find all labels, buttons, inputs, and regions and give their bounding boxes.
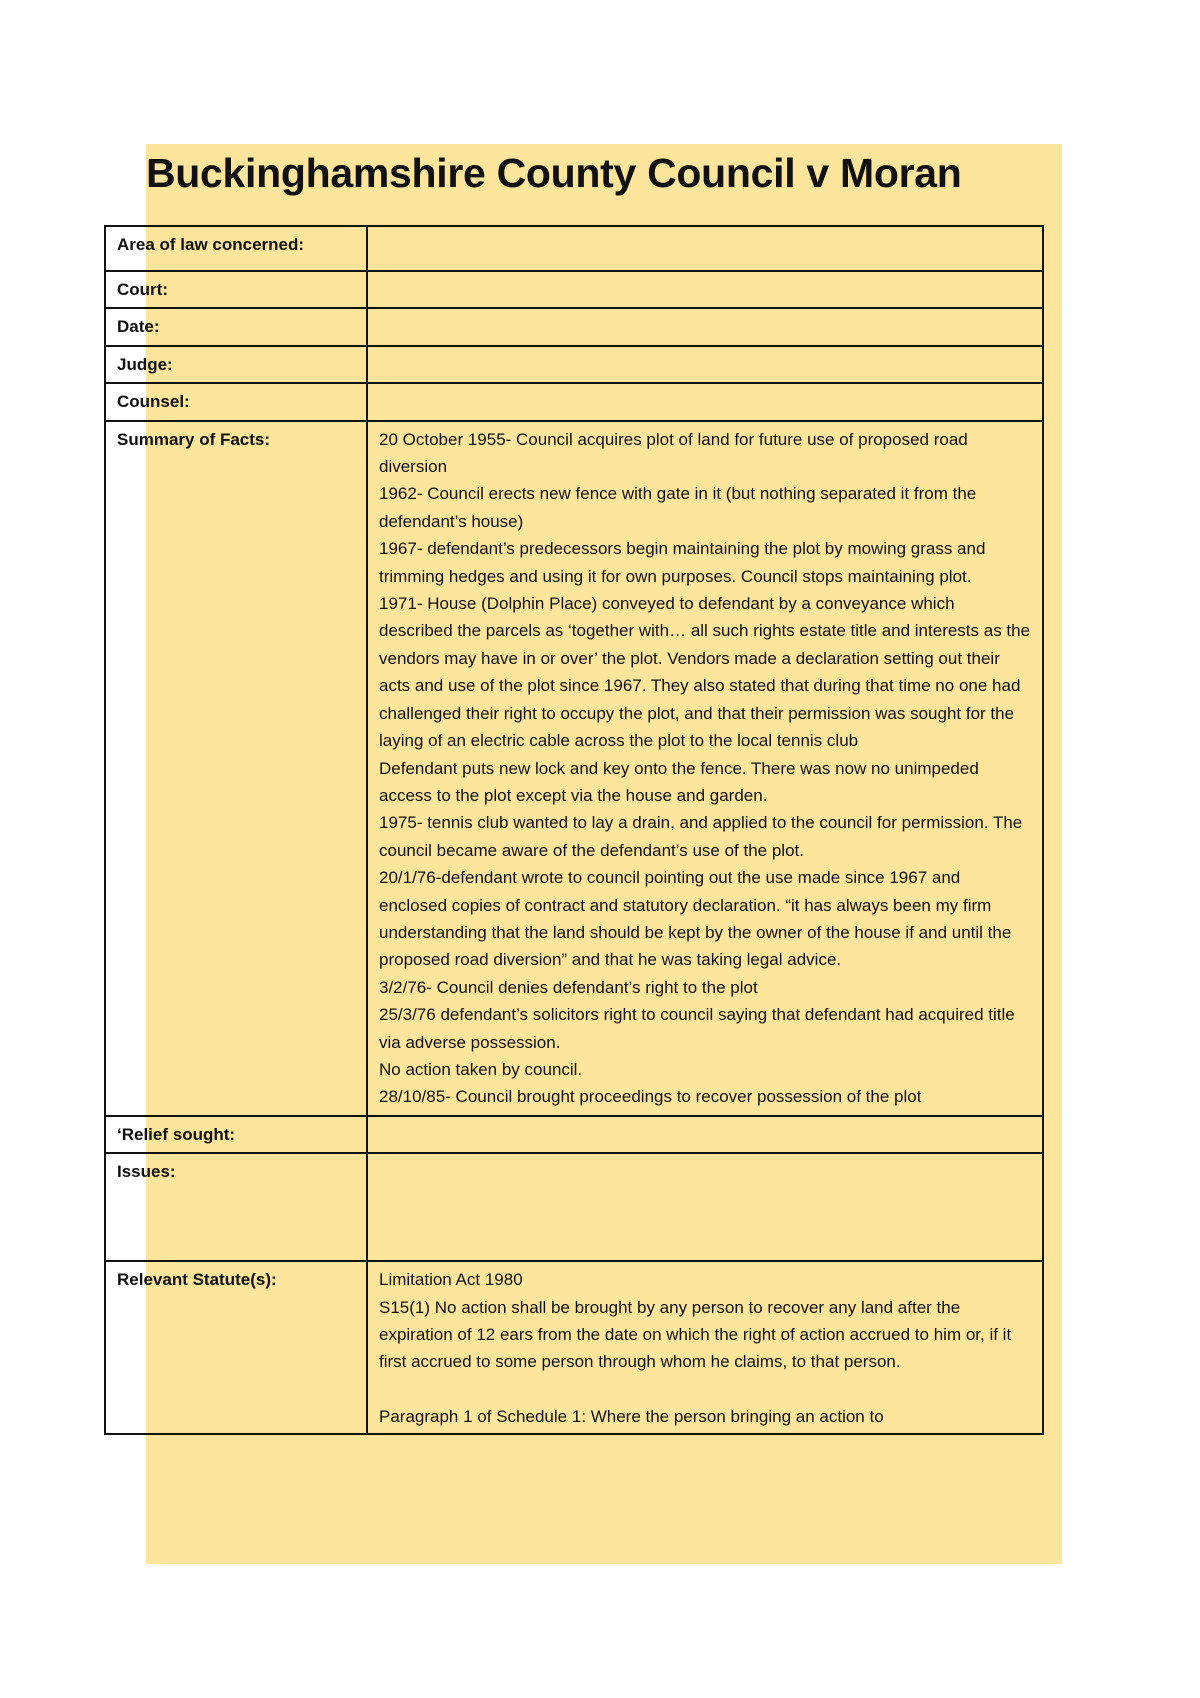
row-value (367, 1116, 1043, 1153)
row-value (367, 271, 1043, 308)
table-row-issues (105, 1153, 1043, 1261)
row-label: Issues: (105, 1153, 367, 1261)
case-brief-table (104, 225, 1044, 1435)
fact-paragraph: 25/3/76 defendant’s solicitors right to council saying that defendant had acquired title via adverse possession. (379, 1005, 1015, 1052)
table-row-summary-of-facts (105, 421, 1043, 1116)
fact-paragraph: 1967- defendant’s predecessors begin maintaining the plot by mowing grass and trimming hedges and using it for own purposes. Council stops maintaining plot. (379, 539, 986, 586)
statute-paragraph: S15(1) No action shall be brought by any person to recover any land after the expiration of 12 ears from the date on which the right of action accrued to him or, if it first accrued to some person through whom he claims, to that person. (379, 1297, 1012, 1372)
row-value (367, 1153, 1043, 1261)
row-value (367, 346, 1043, 383)
row-value (367, 383, 1043, 420)
table-row-counsel (105, 383, 1043, 420)
fact-paragraph: 1971- House (Dolphin Place) conveyed to defendant by a conveyance which described the parcels as ‘together with… all such rights estate title and interests as the vendors may have in or over’ the plot. Vendors made a declaration setting out their acts and use of the plot since 1967. They also stated that during that time no one had challenged their right to occupy the plot, and that their permission was sought for the laying of an electric cable across the plot to the local tennis club (379, 594, 1031, 751)
table-row-relevant-statutes (105, 1261, 1043, 1434)
fact-paragraph: 20/1/76-defendant wrote to council pointing out the use made since 1967 and enclosed copies of contract and statutory declaration. “it has always been my firm understanding that the land should be kept by the owner of the house if and until the proposed road diversion” and that he was taking legal advice. (379, 868, 1012, 970)
summary-of-facts-text (367, 421, 1043, 1116)
relevant-statutes-text (367, 1261, 1043, 1434)
fact-paragraph: 1962- Council erects new fence with gate in it (but nothing separated it from the defendant’s house) (379, 484, 977, 531)
table-row-area-of-law (105, 226, 1043, 271)
fact-paragraph: 28/10/85- Council brought proceedings to recover possession of the plot (379, 1087, 922, 1107)
row-label: Relevant Statute(s): (105, 1261, 367, 1434)
table-row-date (105, 308, 1043, 345)
row-label: Date: (105, 308, 367, 345)
row-label: Counsel: (105, 383, 367, 420)
table-row-court (105, 271, 1043, 308)
fact-paragraph: 20 October 1955- Council acquires plot of land for future use of proposed road diversion (379, 429, 968, 477)
fact-paragraph: Defendant puts new lock and key onto the fence. There was now no unimpeded access to the plot except via the house and garden. (379, 758, 979, 805)
row-label: Summary of Facts: (105, 421, 367, 1116)
row-label: ‘Relief sought: (105, 1116, 367, 1153)
row-label: Judge: (105, 346, 367, 383)
table-row-relief-sought (105, 1116, 1043, 1153)
row-label: Court: (105, 271, 367, 308)
fact-paragraph: No action taken by council. (379, 1059, 583, 1079)
table-row-judge (105, 346, 1043, 383)
row-value (367, 226, 1043, 271)
page-title: Buckinghamshire County Council v Moran (146, 150, 962, 196)
statute-paragraph: Limitation Act 1980 (379, 1270, 523, 1290)
statute-paragraph: Paragraph 1 of Schedule 1: Where the person bringing an action to (379, 1406, 884, 1426)
row-value (367, 308, 1043, 345)
fact-paragraph: 1975- tennis club wanted to lay a drain, and applied to the council for permission. The council became aware of the defendant’s use of the plot. (379, 813, 1023, 860)
fact-paragraph: 3/2/76- Council denies defendant’s right to the plot (379, 977, 758, 997)
row-label: Area of law concerned: (105, 226, 367, 271)
